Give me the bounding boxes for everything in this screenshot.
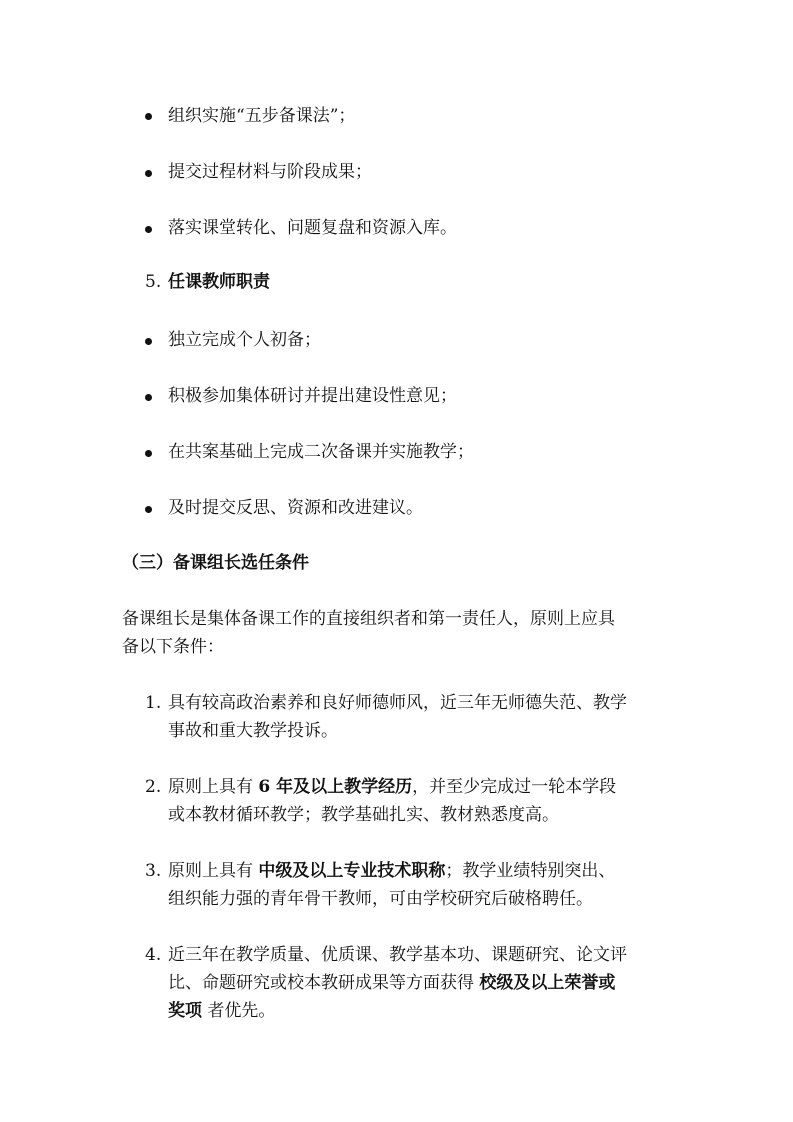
bullet-item: 组织实施“五步备课法”； bbox=[168, 106, 356, 126]
condition-line: 具有较高政治素养和良好师德师风，近三年无师德失范、教学 bbox=[168, 693, 627, 713]
bullet-dot bbox=[145, 170, 152, 177]
condition-line bbox=[168, 776, 616, 798]
condition-line bbox=[168, 1000, 275, 1022]
condition-line bbox=[168, 972, 615, 994]
bullet-dot bbox=[145, 506, 152, 513]
paragraph-line: 备课组长是集体备课工作的直接组织者和第一责任人，原则上应具 bbox=[122, 609, 615, 629]
condition-text: ，并至少完成过一轮本学段 bbox=[412, 777, 617, 797]
condition-text: 原则上具有 bbox=[168, 861, 259, 881]
condition-emphasis: 6 年及以上教学经历 bbox=[258, 777, 413, 797]
bullet-item: 在共案基础上完成二次备课并实施教学； bbox=[168, 442, 474, 462]
condition-text: 原则上具有 bbox=[168, 777, 259, 797]
bullet-dot bbox=[145, 394, 152, 401]
condition-line: 事故和重大教学投诉。 bbox=[168, 721, 338, 741]
bullet-item: 积极参加集体研讨并提出建设性意见； bbox=[168, 386, 457, 406]
condition-emphasis: 校级及以上荣誉或 bbox=[479, 973, 616, 993]
condition-line bbox=[168, 860, 615, 882]
bullet-item: 提交过程材料与阶段成果； bbox=[168, 162, 372, 182]
condition-text: 者优先。 bbox=[202, 1001, 276, 1021]
list-number: 3. bbox=[145, 861, 162, 881]
list-number: 2. bbox=[145, 777, 162, 797]
condition-line: 近三年在教学质量、优质课、教学基本功、课题研究、论文评 bbox=[168, 945, 627, 965]
list-number: 4. bbox=[145, 945, 162, 965]
bullet-dot bbox=[145, 113, 152, 120]
condition-emphasis: 奖项 bbox=[168, 1001, 202, 1021]
bullet-item: 独立完成个人初备； bbox=[168, 330, 321, 350]
condition-text: ；教学业绩特别突出、 bbox=[445, 861, 616, 881]
bullet-item: 及时提交反思、资源和改进建议。 bbox=[168, 498, 423, 518]
condition-line: 组织能力强的青年骨干教师，可由学校研究后破格聘任。 bbox=[168, 889, 593, 909]
bullet-dot bbox=[145, 226, 152, 233]
list-number: 1. bbox=[145, 693, 162, 713]
paragraph-line: 备以下条件： bbox=[122, 637, 224, 657]
bullet-dot bbox=[145, 338, 152, 345]
section-heading: （三）备课组长选任条件 bbox=[122, 553, 309, 573]
condition-line: 或本教材循环教学；教学基础扎实、教材熟悉度高。 bbox=[168, 805, 559, 825]
condition-emphasis: 中级及以上专业技术职称 bbox=[258, 861, 446, 881]
bullet-item: 落实课堂转化、问题复盘和资源入库。 bbox=[168, 218, 457, 238]
heading-text: 任课教师职责 bbox=[168, 272, 270, 292]
list-number: 5. bbox=[145, 272, 162, 292]
condition-text: 比、命题研究或校本教研成果等方面获得 bbox=[168, 973, 480, 993]
bullet-dot bbox=[145, 450, 152, 457]
